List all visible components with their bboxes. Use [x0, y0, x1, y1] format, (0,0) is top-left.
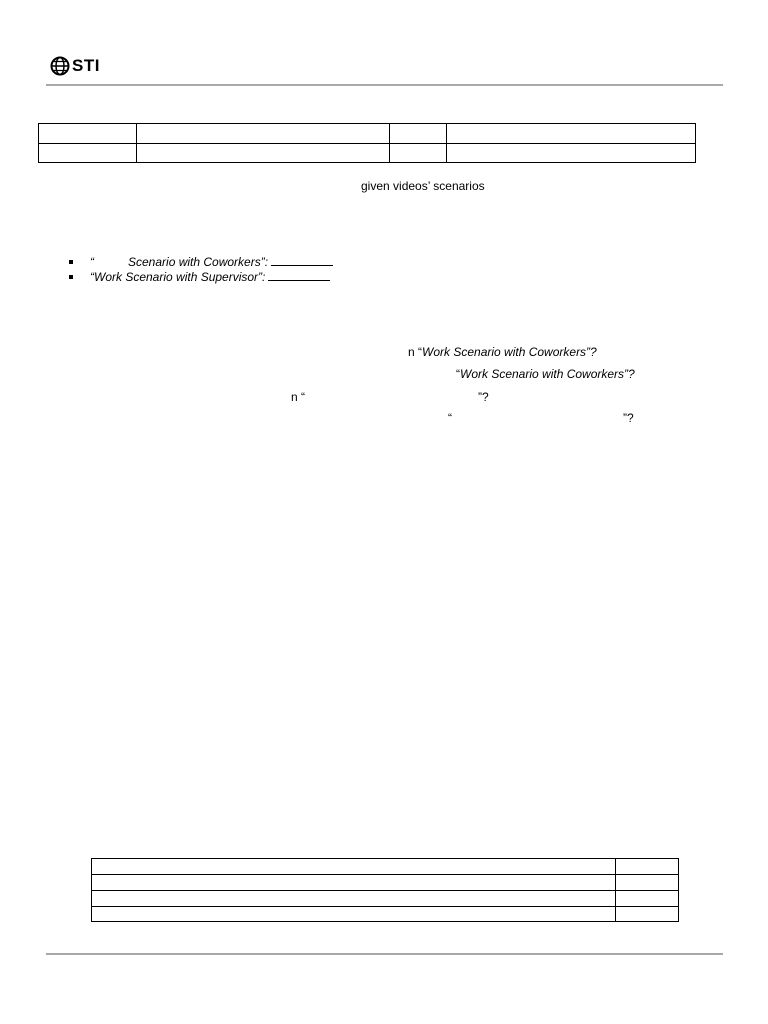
answer-blank[interactable]: [268, 269, 330, 281]
table-row: [92, 875, 679, 891]
question-3-suffix: ”?: [478, 390, 489, 404]
points-cell: [616, 891, 679, 907]
bullet-icon: [69, 260, 73, 264]
info-cell: [390, 144, 447, 163]
info-cell: [447, 124, 696, 144]
question-prefix: n “: [408, 345, 423, 359]
bullet-label: “Work Scenario with Supervisor”:: [90, 270, 266, 284]
question-4-suffix: ”?: [623, 411, 634, 425]
question-title: Work Scenario with Coworkers”?: [460, 367, 635, 381]
footer-divider: [46, 953, 723, 955]
info-cell: [39, 144, 137, 163]
info-cell: [39, 124, 137, 144]
info-cell: [390, 124, 447, 144]
info-cell: [137, 144, 390, 163]
intro-text: given videos’ scenarios: [361, 179, 485, 193]
table-row: [39, 144, 696, 163]
criteria-cell: [92, 891, 616, 907]
rubric-table: [91, 858, 679, 922]
logo-text: STI: [72, 56, 100, 75]
criteria-cell: [92, 859, 616, 875]
table-row: [92, 859, 679, 875]
criteria-cell: [92, 907, 616, 922]
table-row: [92, 891, 679, 907]
info-cell: [447, 144, 696, 163]
info-cell: [137, 124, 390, 144]
table-row: [39, 124, 696, 144]
bullet-open-quote: “: [90, 255, 94, 269]
list-item: [69, 269, 330, 284]
question-prefix: “: [456, 367, 460, 381]
answer-blank[interactable]: [271, 254, 333, 266]
points-cell: [616, 875, 679, 891]
info-table: [38, 123, 696, 163]
points-cell: [616, 907, 679, 922]
question-3-prefix: n “: [291, 390, 306, 404]
question-1: [408, 345, 597, 359]
points-cell: [616, 859, 679, 875]
list-item: [69, 254, 333, 269]
header-divider: [46, 84, 723, 86]
bullet-label: Scenario with Coworkers”:: [128, 255, 269, 269]
table-row: [92, 907, 679, 922]
criteria-cell: [92, 875, 616, 891]
sti-logo: [50, 55, 100, 77]
question-4-prefix: “: [448, 411, 452, 425]
question-2: [456, 367, 635, 381]
bullet-icon: [69, 275, 73, 279]
globe-icon: [50, 56, 70, 76]
question-title: Work Scenario with Coworkers”?: [422, 345, 597, 359]
